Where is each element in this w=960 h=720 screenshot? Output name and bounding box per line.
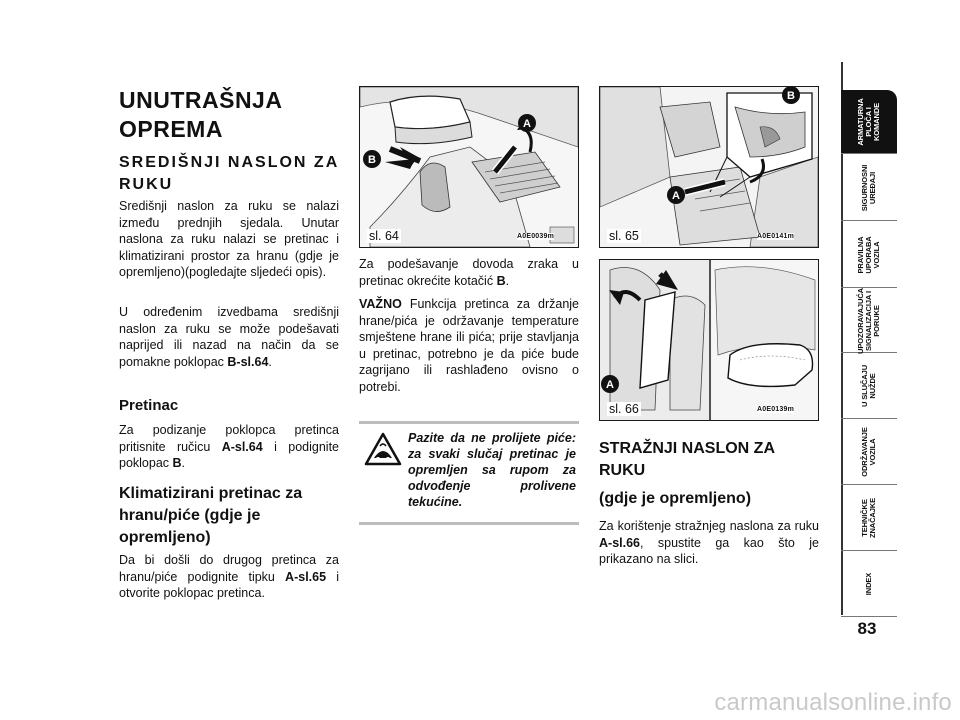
air-text: Za podešavanje dovoda zraka u pretinac okrećite kotačić <box>359 257 579 288</box>
air-ref: B <box>496 273 506 288</box>
page-number: 83 <box>857 619 877 638</box>
warning-text: Pazite da ne prolijete piće: za svaki slučaj pretinac je opremljen sa rupom za odvođenje prolivene tekućine. <box>408 431 576 509</box>
pretinac-ref-lever: A-sl.64 <box>221 439 263 454</box>
klima-ref: A-sl.65 <box>285 569 327 584</box>
chapter-tab-2[interactable] <box>841 155 897 221</box>
chapter-tab-8[interactable] <box>841 552 897 617</box>
chapter-tab-7[interactable] <box>841 486 897 551</box>
air-paragraph <box>359 256 579 289</box>
chapter-tab-6[interactable] <box>841 420 897 485</box>
figure-66 <box>599 259 819 421</box>
versions-paragraph <box>119 304 339 370</box>
pretinac-text-end: . <box>181 456 186 470</box>
warning-triangle-icon <box>364 432 402 466</box>
pretinac-text: Za podizanje poklopca pretinca pritisnite ručicu <box>119 423 339 454</box>
figure-64-label-b: B <box>368 154 376 166</box>
figure-66-illustration <box>600 260 818 420</box>
chapter-tab-5[interactable] <box>841 354 897 419</box>
chapter-tab-label: SIGURNOSNI UREĐAJI <box>860 164 877 211</box>
versions-text-end: . <box>268 354 272 369</box>
rear-ref: A-sl.66 <box>599 535 640 550</box>
chapter-tab-4[interactable] <box>841 289 897 353</box>
rear-armrest-paragraph <box>599 518 819 568</box>
figure-65-caption: sl. 65 <box>609 229 639 243</box>
versions-figure-ref: B-sl.64 <box>227 354 269 369</box>
important-paragraph <box>359 296 579 395</box>
figure-65-code: A0E0141m <box>757 233 795 240</box>
rear-armrest-title: STRAŽNJI NASLON ZA RUKU <box>599 440 775 479</box>
chapter-tab-label: INDEX <box>864 572 873 596</box>
figure-65-label-b: B <box>787 90 795 102</box>
intro-paragraph: Središnji naslon za ruku se nalazi između prednjih sjedala. Unutar naslona za ruku nalazi se pretinac i klimatizirani prostor za hranu (gdje je opremljeno)(pogledajte sljedeći opis). <box>119 199 339 279</box>
figure-64-illustration <box>360 87 578 247</box>
air-text-end: . <box>505 273 510 288</box>
figure-66-code: A0E0139m <box>757 406 795 413</box>
rear-armrest-subtitle: (gdje je opremljeno) <box>599 490 752 507</box>
pretinac-ref-lid: B <box>172 456 182 470</box>
chapter-tab-1[interactable] <box>841 90 897 154</box>
rear-text-end: , spustite ga kao što je prikazano na slici. <box>599 535 819 566</box>
chapter-tab-label: U SLUČAJU NUŽDE <box>860 364 877 408</box>
figure-64-code: A0E0039m <box>517 233 555 240</box>
page-title-line-1: UNUTRAŠNJA <box>119 87 283 113</box>
figure-64-label-a: A <box>523 118 531 130</box>
pretinac-paragraph <box>119 422 339 472</box>
pretinac-text-mid: i podignite poklopac <box>119 439 339 470</box>
klima-text: Da bi došli do drugog pretinca za hranu/piće podignite tipku <box>119 553 339 584</box>
figure-65-label-a: A <box>672 190 680 202</box>
chapter-tab-label: ODRŽAVANJE VOZILA <box>860 427 877 477</box>
pretinac-title: Pretinac <box>119 397 179 414</box>
chapter-tab-label: ARMATURNA PLOČA I KOMANDE <box>856 97 881 146</box>
chapter-tab-label: UPOZORAVAJUĆA SIGNALIZACIJA I PORUKE <box>856 287 881 354</box>
chapter-tab-label: TEHNIČKE ZNAČAJKE <box>860 497 877 539</box>
figure-66-label-a: A <box>606 379 614 391</box>
chapter-tab-3[interactable] <box>841 222 897 288</box>
figure-65-illustration <box>600 87 818 247</box>
klima-paragraph <box>119 552 339 602</box>
page-title <box>119 86 349 144</box>
section-title-center-armrest: SREDIŠNJI NASLON ZA RUKU <box>119 154 339 193</box>
versions-text: U određenim izvedbama središnji naslon za ruku se može podešavati naprijed ili nazad na način da se pomakne poklopac <box>119 305 339 369</box>
figure-65 <box>599 86 819 248</box>
page-title-line-2: OPREMA <box>119 116 223 142</box>
klima-text-end: i otvorite poklopac pretinca. <box>119 569 339 600</box>
rear-text: Za korištenje stražnjeg naslona za ruku <box>599 519 819 533</box>
klima-title: Klimatizirani pretinac za hranu/piće (gdje je opremljeno) <box>119 485 303 546</box>
figure-64-caption: sl. 64 <box>369 229 399 243</box>
figure-64 <box>359 86 579 248</box>
chapter-tab-label: PRAVILNA UPORABA VOZILA <box>856 235 881 274</box>
figure-66-caption: sl. 66 <box>609 402 639 416</box>
important-text: Funkcija pretinca za držanje hrane/pića je održavanje temperature smještene hrane ili pića; prije stavljanja u pretinac, potrebno je da piće bude zagrijano ili rashlađeno ovisno o potrebi. <box>359 297 579 394</box>
watermark: carmanualsonline.info <box>714 689 952 716</box>
warning-box <box>359 421 579 525</box>
important-label: VAŽNO <box>359 297 402 311</box>
